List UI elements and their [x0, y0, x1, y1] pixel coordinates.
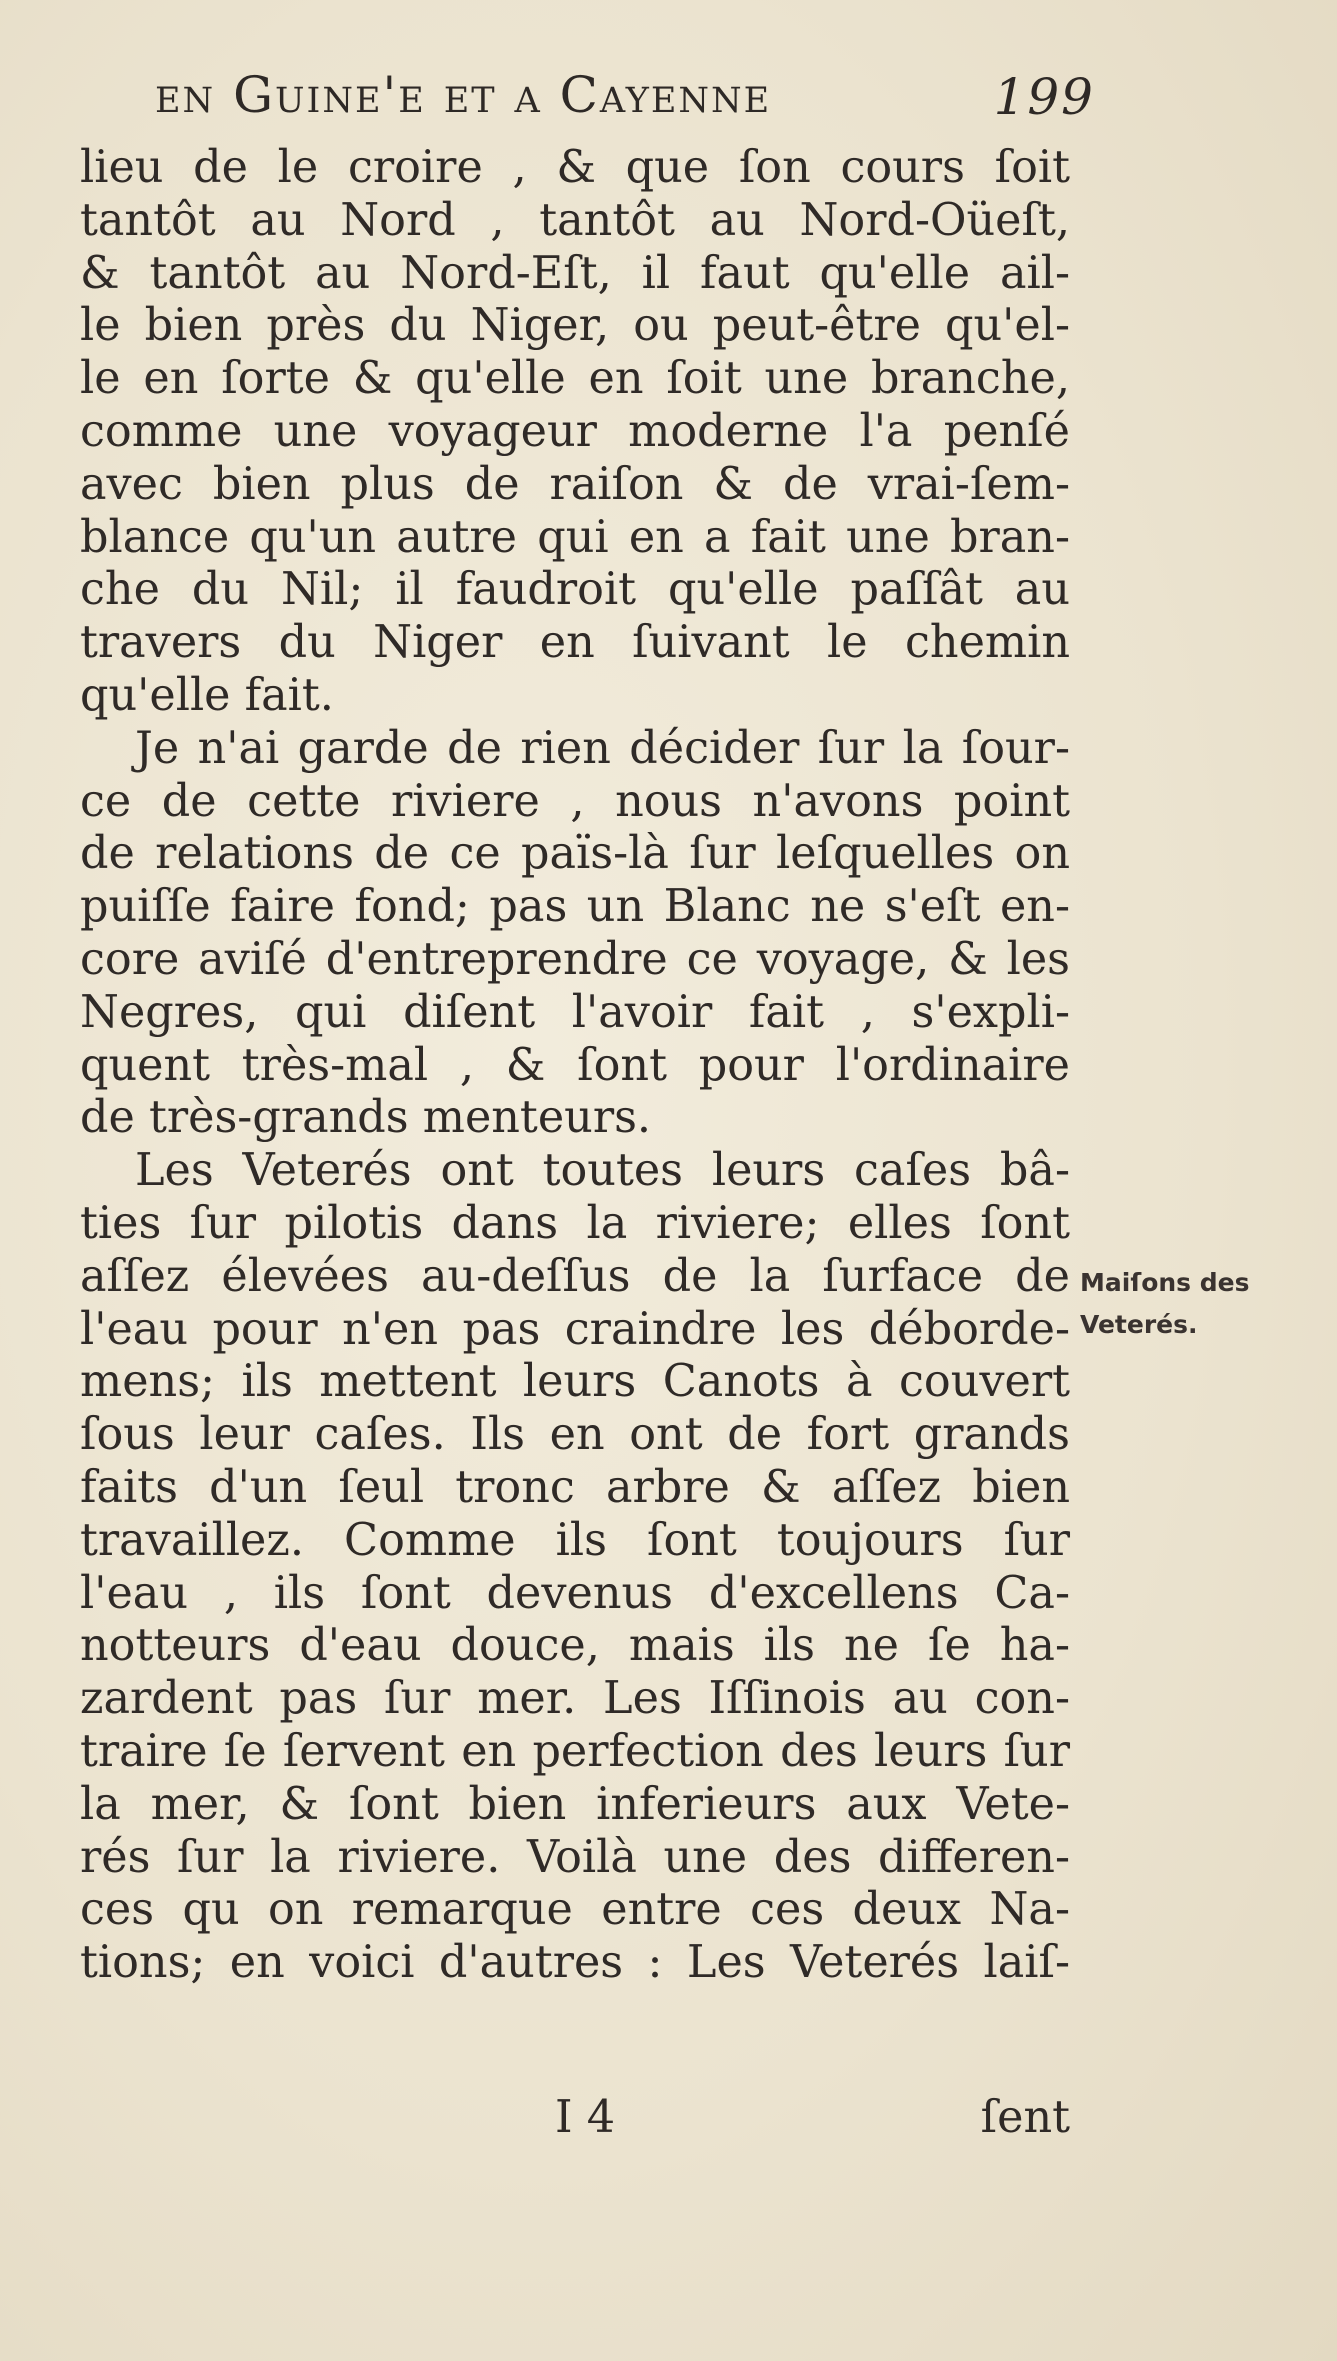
text-line: la mer, & ſont bien inferieurs aux Vete-: [80, 1778, 1070, 1830]
text-line: core aviſé d'entreprendre ce voyage, & les: [80, 933, 1070, 985]
text-line: notteurs d'eau douce, mais ils ne ſe ha-: [80, 1620, 1070, 1672]
catchword: ſent: [980, 2092, 1070, 2143]
text-line: avec bien plus de raiſon & de vrai-ſem-: [80, 458, 1070, 510]
text-line: de très-grands menteurs.: [80, 1092, 652, 1144]
text-line: ſous leur caſes. Ils en ont de fort grands: [80, 1409, 1070, 1461]
text-line: ties ſur pilotis dans la riviere; elles ſont: [80, 1197, 1070, 1249]
text-line: l'eau pour n'en pas craindre les déborde-: [80, 1303, 1070, 1355]
text-line: tantôt au Nord , tantôt au Nord-Oüeſt,: [80, 194, 1070, 246]
text-line: Negres, qui diſent l'avoir fait , s'expli-: [80, 986, 1070, 1038]
signature-mark: I 4: [555, 2092, 616, 2143]
text-line: che du Nil; il faudroit qu'elle paſſât au: [80, 564, 1070, 616]
body-text: [80, 142, 1070, 1990]
text-line: Je n'ai garde de rien décider ſur la ſour-: [135, 722, 1070, 774]
text-line: travers du Niger en ſuivant le chemin: [80, 617, 1070, 669]
text-line: aſſez élevées au-deſſus de la ſurface de: [80, 1250, 1070, 1302]
running-title: en Guine'e et a Cayenne: [155, 66, 772, 124]
text-line: comme une voyageur moderne l'a penſé: [80, 405, 1070, 457]
margin-note: [1080, 1262, 1249, 1346]
text-line: zardent pas ſur mer. Les Iſſinois au con-: [80, 1673, 1070, 1725]
text-line: l'eau , ils ſont devenus d'excellens Ca-: [80, 1567, 1070, 1619]
text-line: rés ſur la riviere. Voilà une des differen-: [80, 1831, 1070, 1883]
text-line: quent très-mal , & ſont pour l'ordinaire: [80, 1039, 1070, 1091]
text-line: de relations de ce païs-là ſur leſquelles on: [80, 828, 1070, 880]
text-line: blance qu'un autre qui en a fait une bran-: [80, 511, 1070, 563]
text-line: ces qu on remarque entre ces deux Na-: [80, 1884, 1070, 1936]
text-line: tions; en voici d'autres : Les Veterés laiſ-: [80, 1937, 1070, 1989]
text-line: faits d'un ſeul tronc arbre & aſſez bien: [80, 1461, 1070, 1513]
page-footer: [80, 2092, 1070, 2152]
text-line: ce de cette riviere , nous n'avons point: [80, 775, 1070, 827]
text-line: qu'elle fait.: [80, 669, 334, 721]
text-line: le bien près du Niger, ou peut-être qu'el-: [80, 300, 1070, 352]
text-line: le en ſorte & qu'elle en ſoit une branche,: [80, 353, 1070, 405]
text-line: traire ſe ſervent en perfection des leurs ſur: [80, 1725, 1070, 1777]
text-line: travaillez. Comme ils ſont toujours ſur: [80, 1514, 1070, 1566]
text-line: & tantôt au Nord-Eſt, il faut qu'elle ail-: [80, 247, 1070, 299]
text-line: Les Veterés ont toutes leurs caſes bâ-: [135, 1145, 1070, 1197]
running-head: [155, 66, 1095, 136]
text-line: lieu de le croire , & que ſon cours ſoit: [80, 142, 1070, 193]
text-line: mens; ils mettent leurs Canots à couvert: [80, 1356, 1070, 1408]
margin-note-line: Veterés.: [1080, 1310, 1198, 1339]
margin-note-line: Maiſons des: [1080, 1268, 1250, 1297]
text-line: puiſſe faire fond; pas un Blanc ne s'eſt en-: [80, 881, 1070, 933]
page-number: 199: [993, 68, 1095, 126]
